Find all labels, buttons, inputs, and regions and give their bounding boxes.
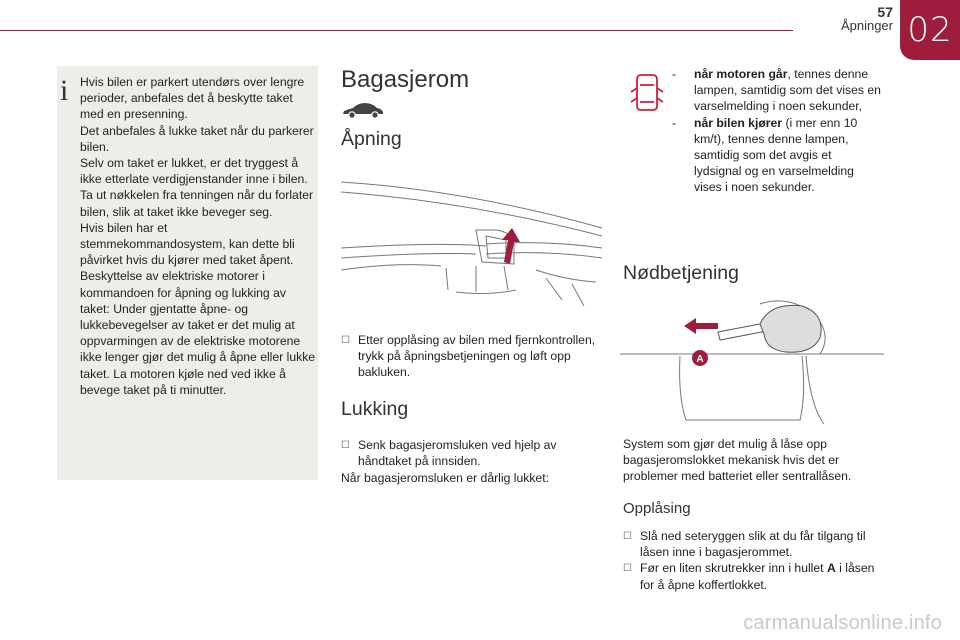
- chapter-tab[interactable]: 02: [900, 0, 960, 60]
- unlock-step-text: Før en liten skrutrekker inn i hullet: [640, 561, 827, 576]
- emergency-title: Nødbetjening: [623, 262, 739, 284]
- open-door-warning-icon: [630, 72, 664, 112]
- section-name: Åpninger: [840, 18, 893, 33]
- tailgate-illustration: [336, 170, 604, 310]
- info-text: Hvis bilen er parkert utendørs over lengre perioder, anbefales det å beskytte taket med en presenning. Det anbefales å lukke taket når du parkerer bilen. Selv om taket er lukket, er det tryggest å ikke etterlate verdigjenstander inne i bilen. Ta ut nøkkelen fra tenningen når du forlater bilen, slik at taket ikke beveger seg. Hvis bilen har et stemmekommandosystem, kan dette bli påvirket hvis du kjører med taket åpent. Beskyttelse av elektriske motorer i kommandoen for åpning og lukking av taket: Under gjentatte åpne- og lukkebevegelser av taket er det mulig at oppvarmingen av de elektriske motorene ikke lenger gjør det mulig å åpne eller lukke taket. La motoren kjøle ned ved ikke å bevege taket på ti minutter.: [80, 75, 316, 397]
- warning-item-text: , tennes denne lampen, samtidig som det vises en varselmelding i noen sekunder,: [694, 67, 881, 114]
- warning-item-engine: - når motoren går, tennes denne lampen, samtidig som det vises en varselmelding i noen sekunder,: [672, 67, 881, 114]
- warning-item-bold: når motoren går: [694, 67, 788, 81]
- unlock-step-text: Slå ned seteryggen slik at du får tilgang til låsen inne i bagasjerommet.: [640, 529, 866, 560]
- hole-a-label: A: [826, 561, 836, 576]
- warning-item-bold: når bilen kjører: [694, 115, 783, 130]
- emergency-description: System som gjør det mulig å låse opp bagasjeromslokket mekanisk hvis det er problemer med batteriet eller sentrallåsen.: [623, 437, 852, 484]
- checkbox-bullet-icon: ☐: [623, 563, 632, 575]
- unlock-title: Opplåsing: [623, 500, 691, 517]
- label-a: A: [696, 354, 704, 365]
- checkbox-bullet-icon: ☐: [341, 440, 350, 451]
- warning-list: [672, 66, 882, 196]
- opening-step: [341, 332, 603, 381]
- unlock-step-text: i låsen for å åpne koffertlokket.: [640, 561, 875, 592]
- closing-step: [341, 437, 603, 469]
- closing-title: Lukking: [341, 398, 409, 420]
- car-silhouette-icon: [341, 100, 385, 120]
- checkbox-bullet-icon: ☐: [341, 335, 350, 346]
- info-i-icon: i: [60, 74, 69, 107]
- unlock-step: [623, 528, 885, 560]
- unlock-steps: [623, 528, 885, 593]
- warning-item-driving: - når bilen kjører (i mer enn 10 km/t), tennes denne lampen, samtidig som det avgis et lydsignal og en varselmelding vises i noen sekunder.: [672, 115, 858, 195]
- closing-step-text: Senk bagasjeromsluken ved hjelp av håndtaket på innsiden.: [358, 438, 557, 469]
- warning-item-text: (i mer enn 10 km/t), tennes denne lampen, samtidig som det avgis et lydsignal og en varselmelding vises i noen sekunder.: [694, 115, 858, 195]
- closing-note: Når bagasjeromsluken er dårlig lukket:: [341, 471, 549, 485]
- emergency-release-illustration: [620, 296, 890, 426]
- checkbox-bullet-icon: ☐: [623, 531, 632, 542]
- section-title: Bagasjerom: [341, 66, 470, 93]
- header-rule: [0, 30, 793, 31]
- page-number: 57: [877, 4, 893, 20]
- unlock-step: [623, 560, 885, 592]
- opening-step-text: Etter opplåsing av bilen med fjernkontrollen, trykk på åpningsbetjeningen og løft opp bakluken.: [358, 333, 596, 380]
- watermark: carmanualsonline.info: [743, 612, 942, 634]
- opening-title: Åpning: [341, 128, 402, 150]
